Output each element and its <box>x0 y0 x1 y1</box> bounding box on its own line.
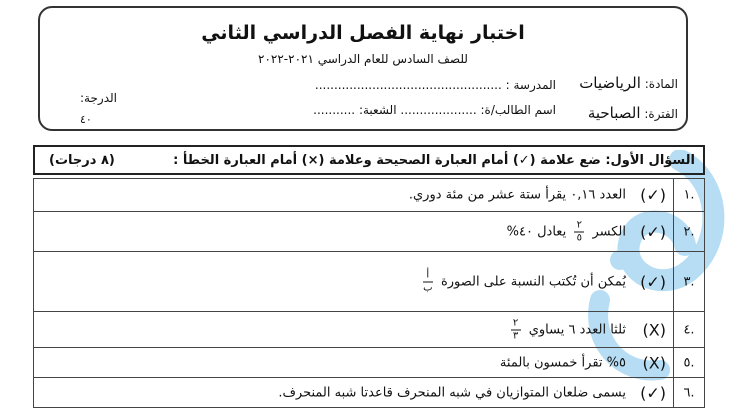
school-field: المدرسة : ................................................. <box>314 78 556 92</box>
question-marks: (٨ درجات) <box>49 153 115 168</box>
subject-label: المادة: <box>644 77 678 91</box>
student-label: اسم الطالب/ة: <box>480 103 556 117</box>
answer-mark: (X) <box>642 320 666 339</box>
period-label: الفترة: <box>644 107 678 121</box>
answer-mark: (✓) <box>640 222 666 241</box>
total-score: ٤٠ <box>80 113 92 126</box>
question-title: السؤال الأول: ضع علامة (✓) أمام العبارة الصحيحة وعلامة (×) أمام العبارة الخطأ : <box>173 153 695 168</box>
fraction: $\frac{٢}{٥}$ <box>574 220 584 243</box>
table-row <box>33 178 705 212</box>
fraction: $\frac{\text{أ}}{\text{ب}}$ <box>423 269 433 293</box>
item-text: يسمى ضلعان المتوازيان في شبه المنحرف قاعدتا شبه المنحرف. <box>278 385 626 400</box>
school-label: المدرسة : <box>505 78 556 92</box>
student-field: اسم الطالب/ة: .................... الشعبة: ........... <box>313 103 556 117</box>
item-text: ٥% تقرأ خمسون بالمئة <box>499 355 626 370</box>
table-row <box>33 312 705 348</box>
item-text: العدد ٠,١٦ يقرأ ستة عشر من مئة دوري. <box>408 187 626 203</box>
exam-subtitle: للصف السادس للعام الدراسي ٢٠٢١-٢٠٢٢ <box>258 52 468 66</box>
table-row <box>33 252 705 312</box>
subject-field <box>579 74 678 92</box>
table-row <box>33 212 705 252</box>
item-number-cell: .٣ <box>673 252 704 311</box>
answer-mark: (X) <box>642 353 666 372</box>
item-text: ثلثا العدد ٦ يساوي $\frac{٢}{٣}$ <box>507 318 626 341</box>
item-number-cell: .٥ <box>673 348 704 377</box>
item-number-cell: .٢ <box>673 212 704 251</box>
subject-value: الرياضيات <box>579 74 641 92</box>
period-field <box>588 104 678 122</box>
item-number-cell: .١ <box>673 179 704 211</box>
item-text: الكسر $\frac{٢}{٥}$ يعادل ٤٠% <box>506 219 626 243</box>
table-row <box>33 378 705 408</box>
item-text: يُمكن أن تُكتب النسبة على الصورة $\frac{\text{أ}}{\text{ب}}$ <box>423 269 626 293</box>
item-number-cell: .٤ <box>673 312 704 347</box>
item-number-cell: .٦ <box>673 378 704 407</box>
answer-mark: (✓) <box>640 185 666 205</box>
grade-field <box>80 91 117 105</box>
answers-table <box>33 178 705 408</box>
question-header <box>33 145 705 175</box>
exam-title: اختبار نهاية الفصل الدراسي الثاني <box>201 22 525 44</box>
grade-label: الدرجة: <box>80 91 117 105</box>
table-row <box>33 348 705 378</box>
answer-mark: (✓) <box>640 272 666 291</box>
section-label: الشعبة: <box>358 103 397 117</box>
fraction: $\frac{٢}{٣}$ <box>511 318 521 341</box>
answer-mark: (✓) <box>640 383 666 402</box>
exam-header <box>38 6 688 131</box>
period-value: الصباحية <box>587 104 641 122</box>
